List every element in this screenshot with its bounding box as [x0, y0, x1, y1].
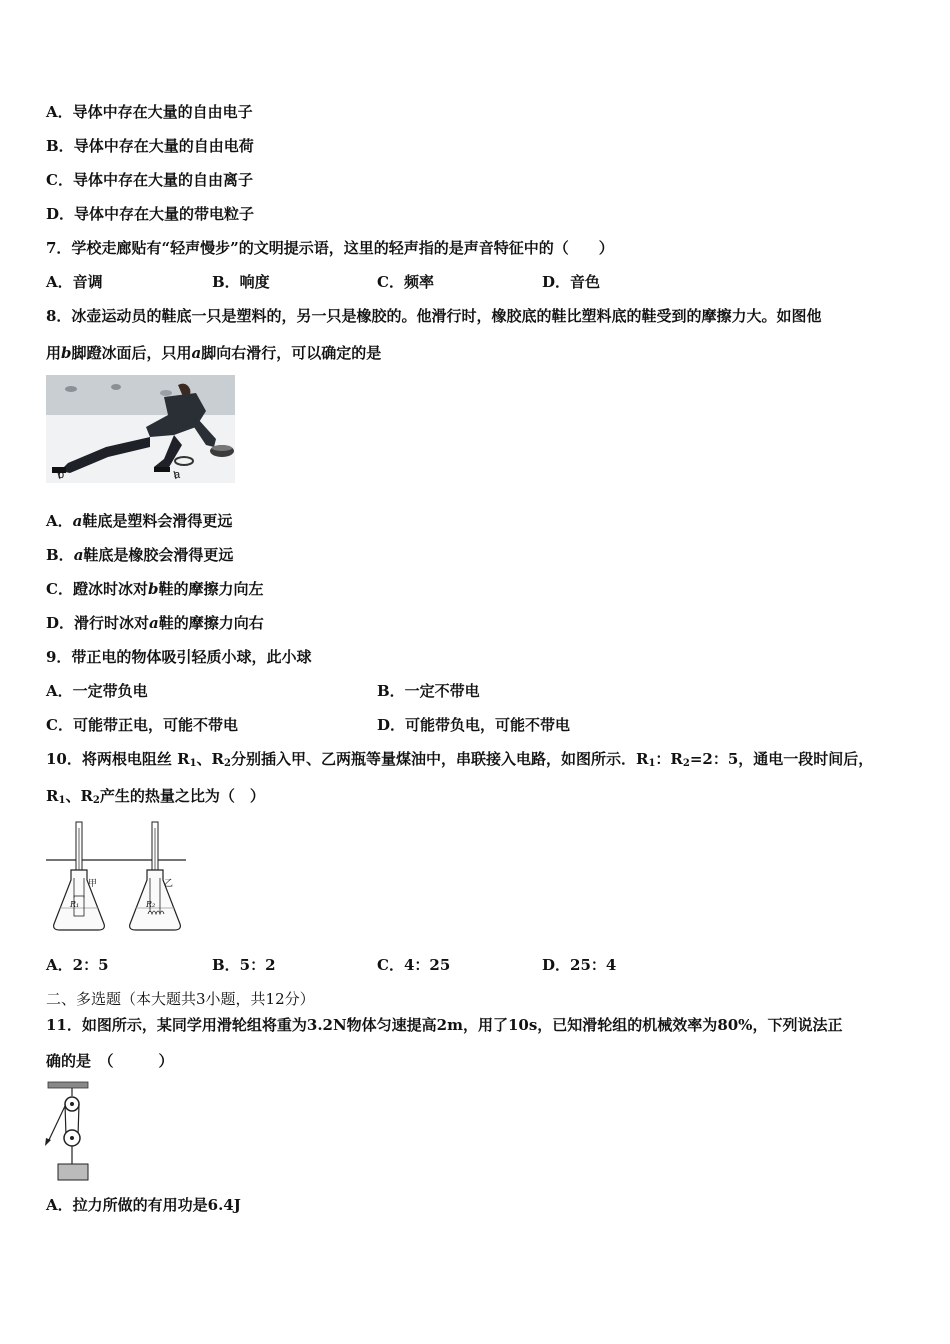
q10-option-a: A．2：5 — [46, 956, 109, 974]
q8-option-a: A．a鞋底是塑料会滑得更远 — [46, 512, 233, 530]
q11-option-a: A．拉力所做的有用功是6.4J — [46, 1196, 241, 1214]
q8-stem-line1: 8．冰壶运动员的鞋底一只是塑料的，另一只是橡胶的。他滑行时，橡胶底的鞋比塑料底的鞋受到的摩擦力大。如图他 — [46, 307, 822, 325]
label-yi: 乙 — [164, 879, 174, 889]
q8-option-c: C．蹬冰时冰对b鞋的摩擦力向左 — [46, 580, 264, 598]
q7-option-a: A．音调 — [46, 273, 103, 291]
q6-option-a: A．导体中存在大量的自由电子 — [46, 103, 253, 121]
section-title: 二、多选题（本大题共3小题，共12分） — [46, 990, 315, 1008]
flask-circuit-diagram — [46, 818, 186, 936]
label-jia: 甲 — [88, 879, 98, 889]
pulley-illustration — [42, 1080, 92, 1182]
q7-option-d: D．音色 — [542, 273, 601, 291]
q9-option-d: D．可能带负电，可能不带电 — [377, 716, 571, 734]
label-r2: R₂ — [146, 900, 156, 909]
label-a: a — [174, 469, 181, 481]
q11-stem-line2: 确的是 （ ） — [46, 1052, 174, 1070]
label-b: b — [58, 469, 65, 481]
label-r1: R₁ — [70, 900, 80, 909]
q6-option-c: C．导体中存在大量的自由离子 — [46, 171, 253, 189]
q10-option-d: D．25：4 — [542, 956, 617, 974]
q10-stem-line1: 10．将两根电阻丝 $R_1$、$R_2$分别插入甲、乙两瓶等量煤油中，串联接入电路，如图所示．$R_1$：$R_2=2$：5，通电一段时间后， — [46, 750, 874, 769]
q9-option-a: A．一定带负电 — [46, 682, 148, 700]
q8-option-d: D．滑行时冰对a鞋的摩擦力向右 — [46, 614, 264, 632]
q9-option-c: C．可能带正电，可能不带电 — [46, 716, 238, 734]
q6-option-d: D．导体中存在大量的带电粒子 — [46, 205, 255, 223]
q8-option-b: B．a鞋底是橡胶会滑得更远 — [46, 546, 234, 564]
q9-option-b: B．一定不带电 — [377, 682, 480, 700]
q10-stem-line2: $R_1$、$R_2$产生的热量之比为（ ） — [46, 787, 265, 806]
q10-option-b: B．5：2 — [212, 956, 276, 974]
q7-option-c: C．频率 — [377, 273, 434, 291]
q7-stem: 7．学校走廊贴有“轻声慢步”的文明提示语，这里的轻声指的是声音特征中的（ ） — [46, 239, 614, 257]
curling-athlete-illustration — [46, 375, 235, 483]
q9-stem: 9．带正电的物体吸引轻质小球，此小球 — [46, 648, 312, 666]
curling-athlete-photo — [46, 375, 235, 483]
q8-stem-line2: 用b脚蹬冰面后，只用a脚向右滑行，可以确定的是 — [46, 344, 382, 362]
q6-option-b: B．导体中存在大量的自由电荷 — [46, 137, 254, 155]
pulley-diagram — [42, 1080, 92, 1182]
q7-option-b: B．响度 — [212, 273, 270, 291]
q11-stem-line1: 11．如图所示，某同学用滑轮组将重为3.2N物体匀速提高2m，用了10s，已知滑轮组的机械效率为80%，下列说法正 — [46, 1016, 843, 1034]
q10-option-c: C．4：25 — [377, 956, 451, 974]
